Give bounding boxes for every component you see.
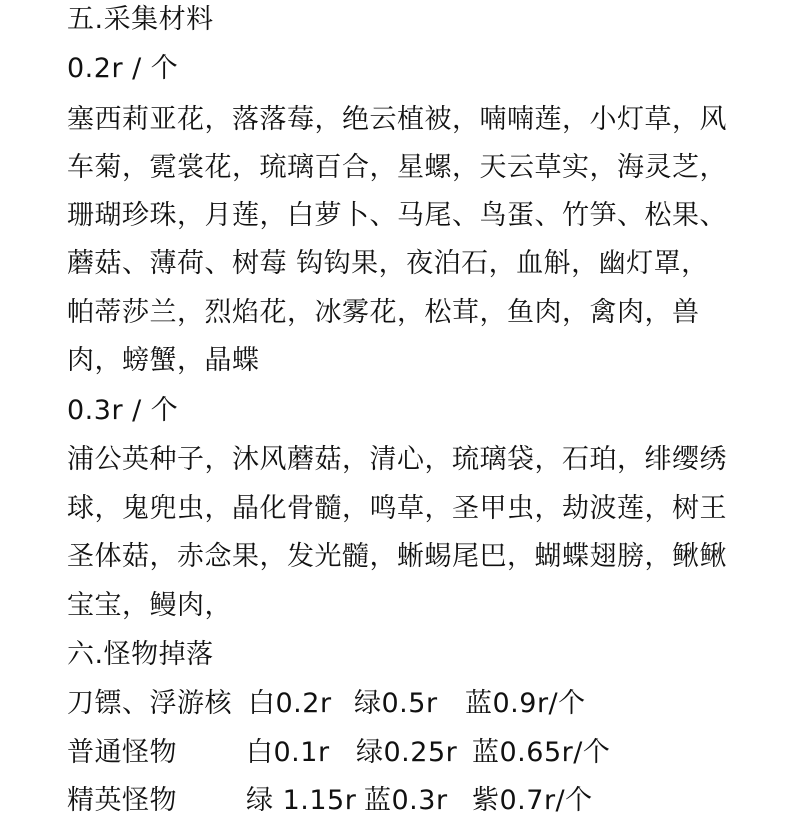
- drop-rate-purple: 紫0.7r/个: [472, 785, 593, 816]
- materials-0-3-line-4: 宝宝，鳗肉，: [67, 590, 232, 621]
- section-6-title: 六.怪物掉落: [67, 639, 214, 670]
- materials-0-2-line-1: 塞西莉亚花，落落莓，绝云植被，喃喃莲，小灯草，风: [67, 104, 727, 135]
- materials-0-2-line-2: 车菊，霓裳花，琉璃百合，星螺，天云草实，海灵芝，: [67, 152, 727, 183]
- drop-rate-blue: 蓝0.65r/个: [472, 737, 611, 768]
- materials-0-2-line-5: 帕蒂莎兰，烈焰花，冰雾花，松茸，鱼肉，禽肉，兽: [67, 297, 700, 328]
- drop-rate-white: 白0.2r: [248, 688, 332, 719]
- materials-0-3-line-2: 球，鬼兜虫，晶化骨髓，鸣草，圣甲虫，劫波莲，树王: [67, 493, 727, 524]
- materials-0-2-line-4: 蘑菇、薄荷、树莓 钩钩果，夜泊石，血斛，幽灯罩，: [67, 248, 709, 279]
- drop-rate-blue: 蓝0.9r/个: [465, 688, 586, 719]
- monster-type: 刀镖、浮游核: [67, 688, 232, 719]
- price-0-2-label: 0.2r / 个: [67, 53, 179, 84]
- materials-0-3-line-1: 浦公英种子，沐风蘑菇，清心，琉璃袋，石珀，绯缨绣: [67, 444, 727, 475]
- drop-rate-blue: 蓝0.3r: [364, 785, 448, 816]
- drop-rate-white: 白0.1r: [246, 737, 330, 768]
- materials-0-3-line-3: 圣体菇，赤念果，发光髓，蜥蜴尾巴，蝴蝶翅膀，鳅鳅: [67, 541, 727, 572]
- drop-rate-green: 绿 1.15r: [246, 785, 357, 816]
- drop-rate-green: 绿0.5r: [354, 688, 438, 719]
- drop-rate-green: 绿0.25r: [356, 737, 458, 768]
- monster-type: 普通怪物: [67, 737, 177, 768]
- monster-type: 精英怪物: [67, 785, 177, 816]
- materials-0-2-line-6: 肉，螃蟹，晶蝶: [67, 345, 260, 376]
- price-0-3-label: 0.3r / 个: [67, 395, 179, 426]
- section-5-title: 五.采集材料: [67, 4, 214, 35]
- materials-0-2-line-3: 珊瑚珍珠，月莲，白萝卜、马尾、鸟蛋、竹笋、松果、: [67, 200, 727, 231]
